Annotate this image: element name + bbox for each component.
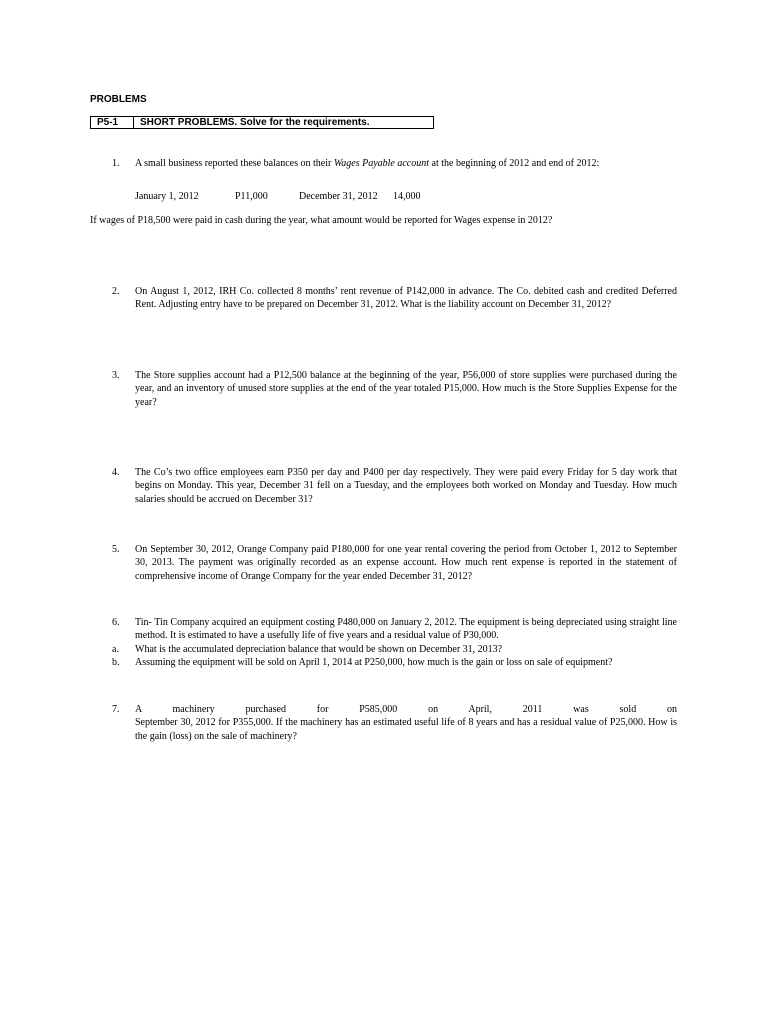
question-2 <box>90 285 677 312</box>
account-name: Wages Payable account <box>333 158 430 169</box>
question-text-part: A small business reported these balances on their <box>135 158 334 169</box>
balance-date-1: January 1, 2012 <box>135 191 199 202</box>
question-number: 7. <box>112 704 120 715</box>
question-6 <box>90 616 677 643</box>
question-text: The Store supplies account had a P12,500 balance at the beginning of the year, P56,000 of store supplies were purchased during the year, and an inventory of unused store supplies at the end of the year totaled P15,000. How much is the Store Supplies Expense for the year? <box>135 370 677 408</box>
problem-header-box <box>90 116 434 129</box>
question-1 <box>90 157 677 170</box>
question-number: 4. <box>112 467 120 478</box>
question-text <box>135 157 677 170</box>
section-heading: PROBLEMS <box>90 94 147 105</box>
balance-amount-2: 14,000 <box>393 191 421 202</box>
question-5 <box>90 543 677 583</box>
question-text: On September 30, 2012, Orange Company paid P180,000 for one year rental covering the period from October 1, 2012 to September 30, 2013. The payment was originally recorded as an expense account. How much rent expense is reported in the statement of comprehensive income of Orange Company for the year ended December 31, 2012? <box>135 544 677 582</box>
problem-title: SHORT PROBLEMS. Solve for the requirements. <box>140 117 370 128</box>
question-text: On August 1, 2012, IRH Co. collected 8 months’ rent revenue of P142,000 in advance. The Co. debited cash and credited Deferred Rent. Adjusting entry have to be prepared on December 31, 2012. What is the liability account on December 31, 2012? <box>135 286 677 311</box>
question-number: 5. <box>112 544 120 555</box>
question-3 <box>90 369 677 409</box>
question-6b <box>90 656 677 669</box>
sub-question-letter: b. <box>112 657 120 668</box>
question-7 <box>90 703 677 743</box>
question-text-line-1: A machinery purchased for P585,000 on April, 2011 was sold on <box>135 704 677 715</box>
sub-question-text: What is the accumulated depreciation balance that would be shown on December 31, 2013? <box>135 644 503 655</box>
wages-payable-balances <box>135 190 421 203</box>
question-text: The Co’s two office employees earn P350 per day and P400 per day respectively. They were paid every Friday for 5 day work that begins on Monday. This year, December 31 fell on a Tuesday, and the employees both worked on Monday and Tuesday. How much salaries should be accrued on December 31? <box>135 467 677 505</box>
question-number: 1. <box>112 158 120 169</box>
question-text: Tin- Tin Company acquired an equipment costing P480,000 on January 2, 2012. The equipment is being depreciated using straight line method. It is estimated to have a usefully life of five years and a residual value of P30,000. <box>135 617 677 642</box>
question-4 <box>90 466 677 506</box>
question-text: September 30, 2012 for P355,000. If the machinery has an estimated useful life of 8 years and has a residual value of P25,000. How is the gain (loss) on the sale of machinery? <box>135 717 677 742</box>
question-text-part: at the beginning of 2012 and end of 2012: <box>429 158 600 169</box>
sub-question-letter: a. <box>112 644 119 655</box>
question-number: 6. <box>112 617 120 628</box>
question-number: 2. <box>112 286 120 297</box>
balance-amount-1: P11,000 <box>235 191 268 202</box>
question-number: 3. <box>112 370 120 381</box>
balance-date-2: December 31, 2012 <box>299 191 378 202</box>
problem-code: P5-1 <box>91 117 134 128</box>
question-6a <box>90 643 677 656</box>
question-1-followup: If wages of P18,500 were paid in cash during the year, what amount would be reported for Wages expense in 2012? <box>90 215 553 226</box>
sub-question-text: Assuming the equipment will be sold on April 1, 2014 at P250,000, how much is the gain or loss on sale of equipment? <box>135 657 613 668</box>
